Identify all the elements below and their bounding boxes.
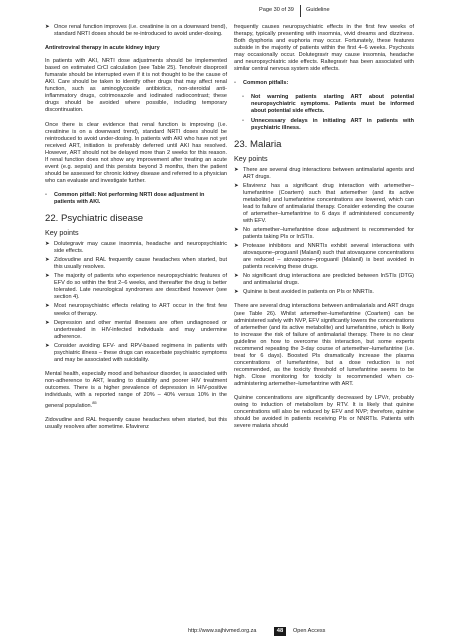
arrow-bullet-icon: ➤	[45, 342, 50, 349]
paragraph: Mental health, especially mood and behaviour disorder, is associated with non-adherence to ART, leading to disability and poorer HIV treatment outcomes. There is a higher prevalence of depression in HIV-positive individuals, with a reported range of 20% – 40% versus 10% in the general population.$^{85}$	[45, 370, 227, 409]
reference: 85	[92, 400, 97, 406]
arrow-bullet-icon: ➤	[234, 243, 239, 250]
list-item: ➤ No artemether–lumefantrine dose adjustment is recommended for patients taking PIs or InSTIs.	[234, 227, 414, 241]
list-item: ▫ Unnecessary delays in initiating ART in patients with psychiatric illness.	[242, 117, 414, 131]
journal-link[interactable]: http://www.sajhivmed.org.za	[188, 628, 257, 634]
key-points-list	[45, 241, 227, 364]
section-label: Guideline	[306, 7, 330, 13]
list-item: ▫ Common pitfalls:	[234, 80, 289, 87]
pitfalls-list	[242, 94, 414, 131]
list-item: ➤ Efavirenz has a significant drug interaction with artemether–lumefantrine (Coartem) such that artemether (and its active metabolite) and lumefantrine concentrations are lowered, which can lead to failure of antimalarial therapy. Consider extending the course of artemether–lumefantrine to 6 days if administered concurrently with EFV.	[234, 182, 414, 224]
arrow-bullet-icon: ➤	[45, 241, 50, 248]
arrow-bullet-icon: ➤	[45, 319, 50, 326]
paragraph: In patients with AKI, NRTI dose adjustments should be implemented based on estimated CrCl calculation (see Table 25). Tenofovir disoproxil fumarate should be interrupted even if it is not thought to be the cause of AKI. Care should be taken to identify other drugs that may affect renal function, such as aminoglycoside antibiotics, non-steroidal anti-inflammatory drugs, cotrimoxazole and iodinated radiocontrast; these drugs should be avoided where possible, including temporary discontinuation.	[45, 58, 227, 114]
open-access-label: Open Access	[293, 628, 326, 634]
pitfall-list	[45, 192, 227, 206]
list-item: ▫ Common pitfall: Not performing NRTI dose adjustment in patients with AKI.	[45, 191, 205, 205]
paragraph: Zidovudine and RAL frequently cause headaches when started, but this usually resolves after sometime. Efavirenz	[45, 416, 227, 430]
list-item: ➤ Consider avoiding EFV- and RPV-based regimens in patients with psychiatric illness – these drugs can exacerbate psychiatric symptoms and may be associated with suicidality.	[45, 342, 227, 363]
paragraph: Quinine concentrations are significantly decreased by LPV/r, probably owing to induction of metabolism by RTV. It is likely that quinine concentrations will also be reduced by EFV and NVP; therefore, quinine should be avoided in patients receiving PIs or NNRTIs. Patients with severe malaria should	[234, 395, 414, 430]
list-item: ➤ Depression and other mental illnesses are often undiagnosed or undertreated in HIV-infected individuals and may undermine adherence.	[45, 319, 227, 340]
list-item: ➤ Quinine is best avoided in patients on PIs or NNRTIs.	[234, 289, 374, 296]
arrow-bullet-icon: ➤	[45, 273, 50, 280]
arrow-bullet-icon: ➤	[45, 257, 50, 264]
page-header	[0, 5, 453, 17]
paragraph: Once there is clear evidence that renal function is improving (i.e. creatinine is on a downward trend), standard NRTI doses should be reintroduced to avoid under-dosing. In patients with AKI who have not yet received ART, initiation is preferably deferred until AKI has resolved. However, ART should not be delayed more than 2 weeks for this reason. If renal function does not show any improvement after treating an acute event (e.g. sepsis) and this persists beyond 3 months, then the patient should be assessed for chronic kidney disease and referred to a physician who can evaluate and investigate further.	[45, 121, 227, 184]
intro-list	[45, 24, 227, 38]
arrow-bullet-icon: ➤	[234, 273, 239, 280]
arrow-bullet-icon: ➤	[234, 227, 239, 234]
square-bullet-icon: ▫	[242, 117, 244, 124]
key-points-heading: Key points	[45, 228, 79, 238]
subheading-aki: Antiretroviral therapy in acute kidney injury	[45, 45, 160, 52]
list-item: ➤ Zidovudine and RAL frequently cause headaches when started, but this usually resolves.	[45, 257, 227, 271]
pitfalls-block	[234, 80, 414, 87]
arrow-bullet-icon: ➤	[45, 24, 50, 30]
page-number-badge: 48	[274, 627, 286, 636]
arrow-bullet-icon: ➤	[45, 303, 50, 310]
section-title: 23. Malaria	[234, 138, 282, 150]
list-item: ➤ No significant drug interactions are predicted between InSTIs (DTG) and antimalarial drugs.	[234, 273, 414, 287]
list-item: ➤ The majority of patients who experience neuropsychiatric features of EFV do so within the first 2–6 weeks, and thereafter the drug is better tolerated. Late neurological syndromes are described however (see section 4).	[45, 273, 227, 301]
list-item: ➤ Most neuropsychiatric effects relating to ART occur in the first few weeks of therapy.	[45, 303, 227, 317]
left-column	[45, 24, 227, 438]
square-bullet-icon: ▫	[242, 94, 244, 101]
section-title: 22. Psychiatric disease	[45, 213, 144, 225]
paragraph: There are several drug interactions between antimalarials and ART drugs (see Table 26). Whilst artemether–lumefantrine (Coartem) can be administered safely with NVP, EFV significantly lowers the concentrations of artemether (and its active metabolite) and lumefantrine, which is likely to increase the risk of failure of antimalarial therapy. There is no clear guideline on how to overcome this interaction, but some experts recommend repeating the 3-day course of artemether–lumefantrine (i.e. treat for 6 days). Boosted PIs dramatically increase the plasma concentrations of lumefantrine, but a dose reduction is not recommended, as the toxicity threshold of lumefantrine seems to be high. Close monitoring for toxicity is recommended when co-administering artemether–lumefantrine with ART.	[234, 303, 414, 387]
list-item: ➤ Protease inhibitors and NNRTIs exhibit several interactions with atovaquone–proguanil (Malanil) such that atovaquone concentrations are reduced – atovaquone–proguanil (Malanil) is best avoided in patients receiving these drugs.	[234, 243, 414, 271]
right-column	[234, 24, 414, 437]
page-footer	[0, 627, 453, 637]
paragraph: frequently causes neuropsychiatric effects in the first few weeks of therapy, typically presenting with insomnia, vivid dreams and dizziness. Both dysphoria and euphoria may occur. Fortunately, these features subside in the majority of patients within the first 4–6 weeks. Psychosis may occasionally occur. Dolutegravir may cause insomnia, headache and neuropsychiatric side effects. Raltegravir has been associated with similar central nervous system side effects.	[234, 24, 414, 73]
arrow-bullet-icon: ➤	[234, 182, 239, 189]
list-item: ➤ There are several drug interactions between antimalarial agents and ART drugs.	[234, 166, 414, 180]
arrow-bullet-icon: ➤	[234, 289, 239, 296]
page-indicator: Page 30 of 39	[259, 7, 294, 13]
list-item: ➤ Dolutegravir may cause insomnia, headache and neuropsychiatric side effects.	[45, 241, 227, 255]
list-item: ▫ Not warning patients starting ART about potential neuropsychiatric symptoms. Patients must be informed about potential side effects.	[242, 94, 414, 115]
square-bullet-icon: ▫	[234, 80, 236, 87]
square-bullet-icon: ▫	[45, 191, 47, 198]
header-divider	[300, 5, 301, 17]
key-points-list	[234, 167, 414, 297]
list-item: ➤ Once renal function improves (i.e. creatinine is on a downward trend), standard NRTI doses should be re-introduced to avoid under-dosing.	[45, 24, 227, 38]
key-points-heading: Key points	[234, 153, 268, 163]
arrow-bullet-icon: ➤	[234, 166, 239, 173]
